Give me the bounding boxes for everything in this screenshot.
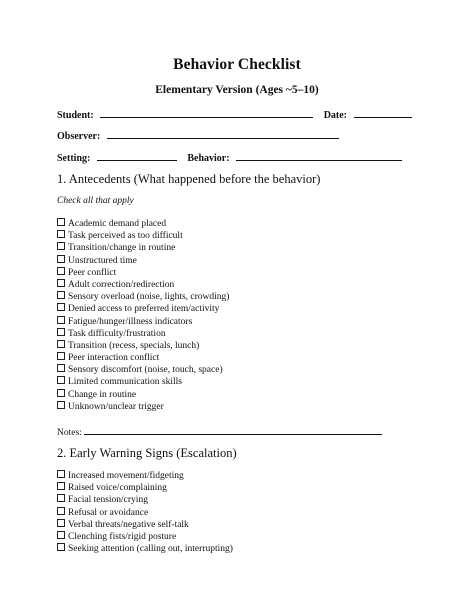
checklist-item[interactable] (57, 519, 233, 531)
checkbox-icon[interactable] (57, 242, 65, 250)
checklist-item[interactable] (57, 364, 229, 376)
student-date-row (57, 108, 412, 121)
checklist-item-label: Denied access to preferred item/activity (68, 304, 220, 315)
notes-row (57, 426, 382, 438)
checklist-item[interactable] (57, 389, 229, 401)
checkbox-icon[interactable] (57, 507, 65, 515)
checkbox-icon[interactable] (57, 401, 65, 409)
checkbox-icon[interactable] (57, 543, 65, 551)
checkbox-icon[interactable] (57, 255, 65, 263)
checkbox-icon[interactable] (57, 316, 65, 324)
checkbox-icon[interactable] (57, 328, 65, 336)
observer-label: Observer: (57, 131, 101, 142)
checklist-item-label: Sensory overload (noise, lights, crowding) (68, 292, 230, 303)
checklist-item-label: Clenching fists/rigid posture (68, 531, 177, 542)
checkbox-icon[interactable] (57, 519, 65, 527)
checklist-item-label: Academic demand placed (68, 219, 167, 229)
checklist-item-label: Unstructured time (68, 255, 137, 266)
checklist-item[interactable] (57, 255, 229, 267)
checklist-item[interactable] (57, 507, 233, 519)
checklist-item-label: Seeking attention (calling out, interrupting) (68, 544, 233, 555)
page-title: Behavior Checklist (173, 56, 301, 73)
checklist-item-label: Transition/change in routine (68, 243, 176, 254)
checkbox-icon[interactable] (57, 531, 65, 539)
checkbox-icon[interactable] (57, 279, 65, 287)
checklist-item[interactable] (57, 531, 233, 543)
checkbox-icon[interactable] (57, 267, 65, 275)
checklist-item[interactable] (57, 340, 229, 352)
checklist-item[interactable] (57, 291, 229, 303)
checklist-item-label: Change in routine (68, 389, 137, 400)
setting-field[interactable] (97, 151, 177, 161)
setting-behavior-row (57, 151, 402, 164)
checklist-item[interactable] (57, 376, 229, 388)
notes-label: Notes: (57, 428, 82, 438)
checklist-item[interactable] (57, 328, 229, 340)
checkbox-icon[interactable] (57, 303, 65, 311)
behavior-field[interactable] (236, 151, 402, 161)
checklist-item[interactable] (57, 218, 229, 230)
checkbox-icon[interactable] (57, 340, 65, 348)
date-field[interactable] (354, 108, 412, 118)
student-label: Student: (57, 110, 94, 121)
checklist-item-label: Task perceived as too difficult (68, 231, 183, 242)
section2-heading: 2. Early Warning Signs (Escalation) (57, 446, 237, 460)
observer-row (57, 129, 339, 142)
checklist-item-label: Refusal or avoidance (68, 507, 149, 518)
checklist-item-label: Limited communication skills (68, 377, 182, 388)
checklist-item-label: Facial tension/crying (68, 495, 148, 506)
date-label: Date: (323, 110, 348, 121)
behavior-label: Behavior: (187, 153, 230, 164)
observer-field[interactable] (107, 129, 339, 139)
checklist-item[interactable] (57, 401, 229, 413)
checklist-item[interactable] (57, 470, 233, 482)
checklist-item-label: Sensory discomfort (noise, touch, space) (68, 365, 223, 376)
page-subtitle: Elementary Version (Ages ~5–10) (155, 84, 319, 96)
checkbox-icon[interactable] (57, 364, 65, 372)
section1-heading: 1. Antecedents (What happened before the behavior) (57, 172, 321, 186)
checkbox-icon[interactable] (57, 389, 65, 397)
checklist-item-label: Unknown/unclear trigger (68, 401, 164, 412)
checkbox-icon[interactable] (57, 482, 65, 490)
setting-label: Setting: (57, 153, 91, 164)
antecedents-checklist (57, 218, 229, 413)
warning-signs-checklist (57, 470, 233, 555)
checkbox-icon[interactable] (57, 352, 65, 360)
checklist-item[interactable] (57, 267, 229, 279)
checkbox-icon[interactable] (57, 494, 65, 502)
checklist-item[interactable] (57, 316, 229, 328)
checklist-item[interactable] (57, 482, 233, 494)
checklist-item-label: Task difficulty/frustration (68, 328, 166, 339)
checkbox-icon[interactable] (57, 291, 65, 299)
checkbox-icon[interactable] (57, 470, 65, 478)
checklist-item[interactable] (57, 279, 229, 291)
checklist-item[interactable] (57, 230, 229, 242)
checklist-item-label: Fatigue/hunger/illness indicators (68, 316, 193, 327)
section1-instruction: Check all that apply (57, 196, 134, 206)
checklist-item-label: Verbal threats/negative self-talk (68, 519, 189, 530)
checklist-item-label: Peer interaction conflict (68, 353, 160, 364)
checkbox-icon[interactable] (57, 376, 65, 384)
student-field[interactable] (100, 108, 313, 118)
checklist-item[interactable] (57, 494, 233, 506)
checklist-item-label: Raised voice/complaining (68, 483, 167, 494)
checklist-item[interactable] (57, 543, 233, 555)
checkbox-icon[interactable] (57, 218, 65, 226)
checkbox-icon[interactable] (57, 230, 65, 238)
checklist-item-label: Adult correction/redirection (68, 279, 175, 290)
notes-field[interactable] (84, 426, 382, 435)
checklist-item[interactable] (57, 303, 229, 315)
checklist-item-label: Transition (recess, specials, lunch) (68, 340, 200, 351)
checklist-item[interactable] (57, 242, 229, 254)
checklist-item[interactable] (57, 352, 229, 364)
checklist-item-label: Peer conflict (68, 267, 117, 278)
checklist-item-label: Increased movement/fidgeting (68, 471, 184, 481)
